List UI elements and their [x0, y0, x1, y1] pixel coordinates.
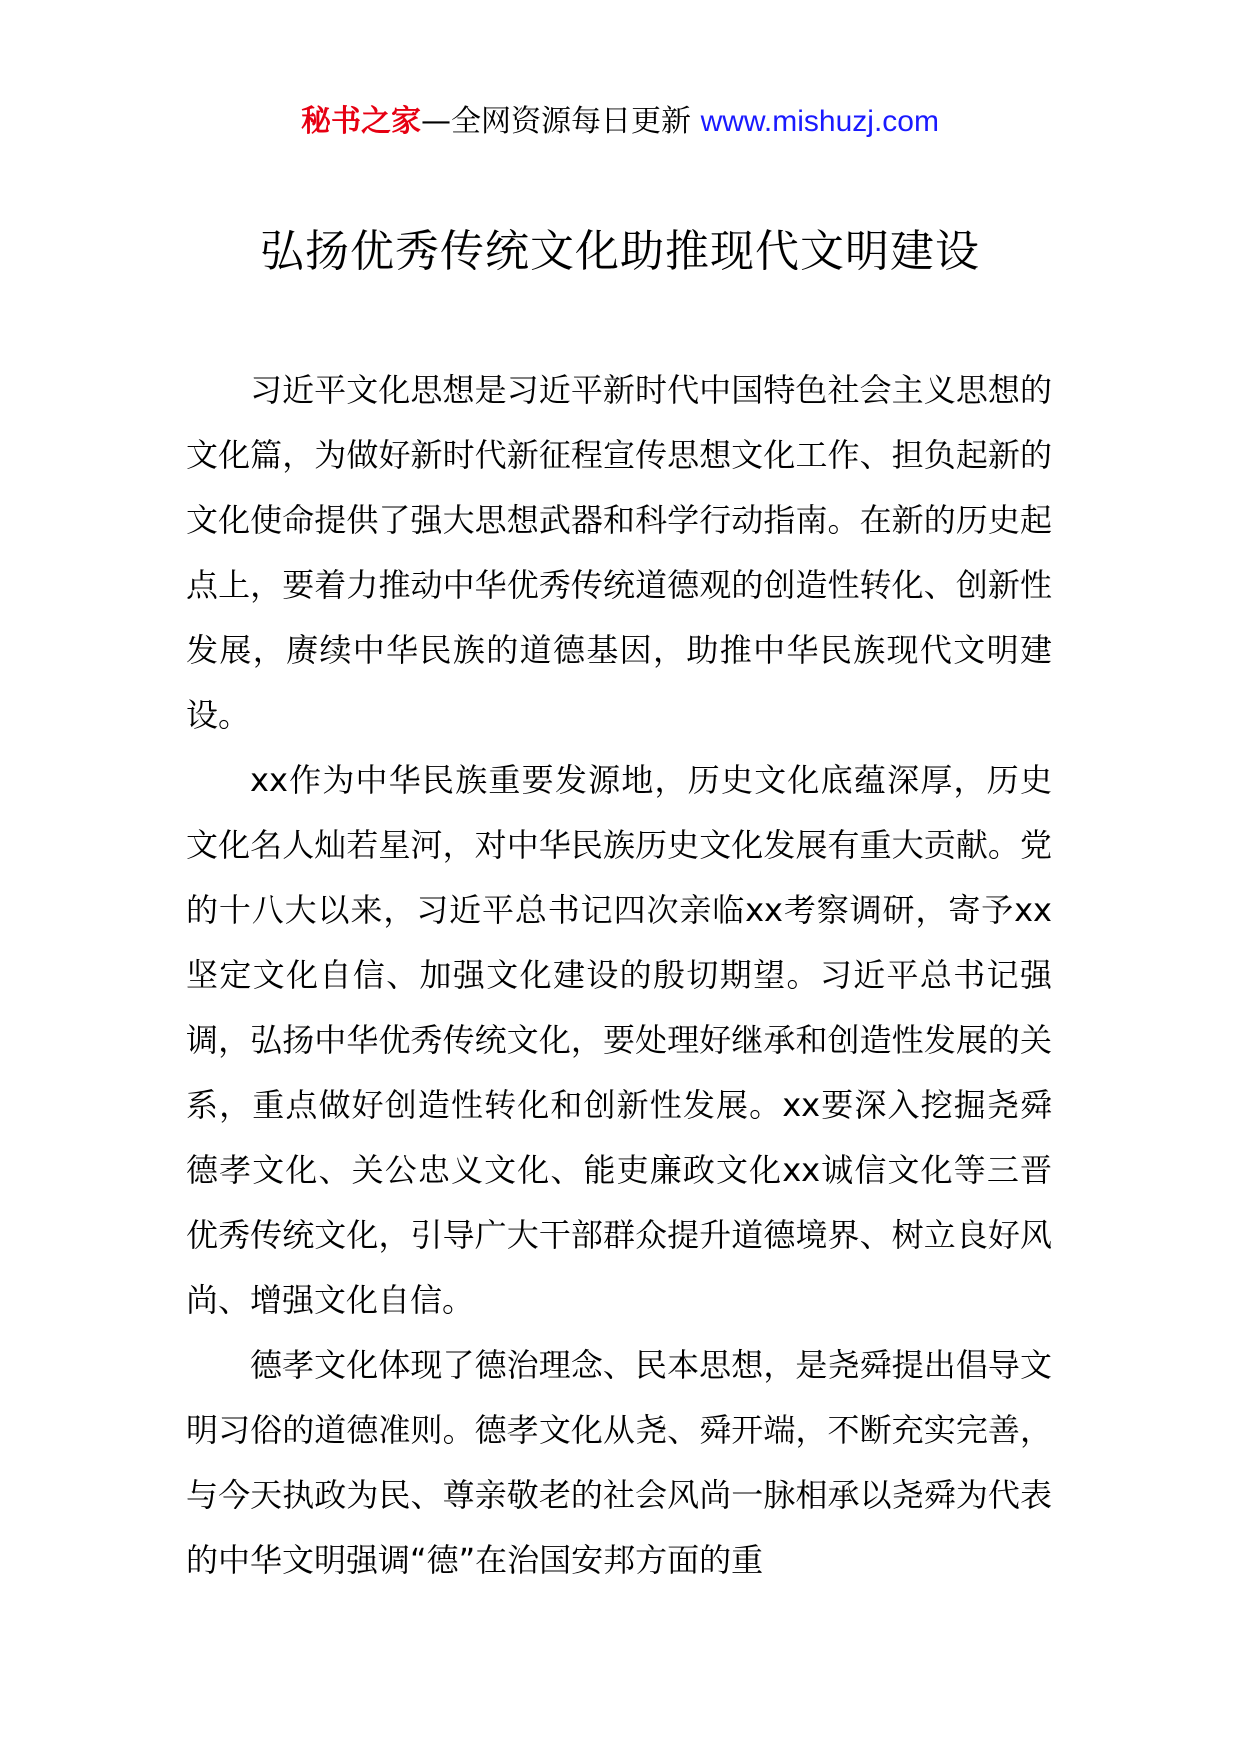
paragraph: 德孝文化体现了德治理念、民本思想，是尧舜提出倡导文明习俗的道德准则。德孝文化从尧、舜开端，不断充实完善，与今天执政为民、尊亲敬老的社会风尚一脉相承以尧舜为代表的中华文明强调“德”在治国安邦方面的重 — [186, 1346, 1052, 1579]
site-banner — [0, 100, 1240, 144]
banner-brand: 秘书之家 — [301, 104, 422, 139]
paragraph: xx作为中华民族重要发源地，历史文化底蕴深厚，历史文化名人灿若星河，对中华民族历史文化发展有重大贡献。党的十八大以来，习近平总书记四次亲临xx考察调研，寄予xx坚定文化自信、加强文化建设的殷切期望。习近平总书记强调，弘扬中华优秀传统文化，要处理好继承和创造性发展的关系，重点做好创造性转化和创新性发展。xx要深入挖掘尧舜德孝文化、关公忠义文化、能吏廉政文化xx诚信文化等三晋优秀传统文化，引导广大干部群众提升道德境界、树立良好风尚、增强文化自信。 — [186, 761, 1052, 1319]
document-body — [186, 358, 1052, 1593]
banner-slogan: —全网资源每日更新 — [421, 104, 692, 139]
document-title: 弘扬优秀传统文化助推现代文明建设 — [260, 226, 980, 277]
paragraph: 习近平文化思想是习近平新时代中国特色社会主义思想的文化篇，为做好新时代新征程宣传思想文化工作、担负起新的文化使命提供了强大思想武器和科学行动指南。在新的历史起点上，要着力推动中华优秀传统道德观的创造性转化、创新性发展，赓续中华民族的道德基因，助推中华民族现代文明建设。 — [186, 371, 1052, 734]
banner-url-link[interactable]: www.mishuzj.com — [700, 105, 939, 138]
